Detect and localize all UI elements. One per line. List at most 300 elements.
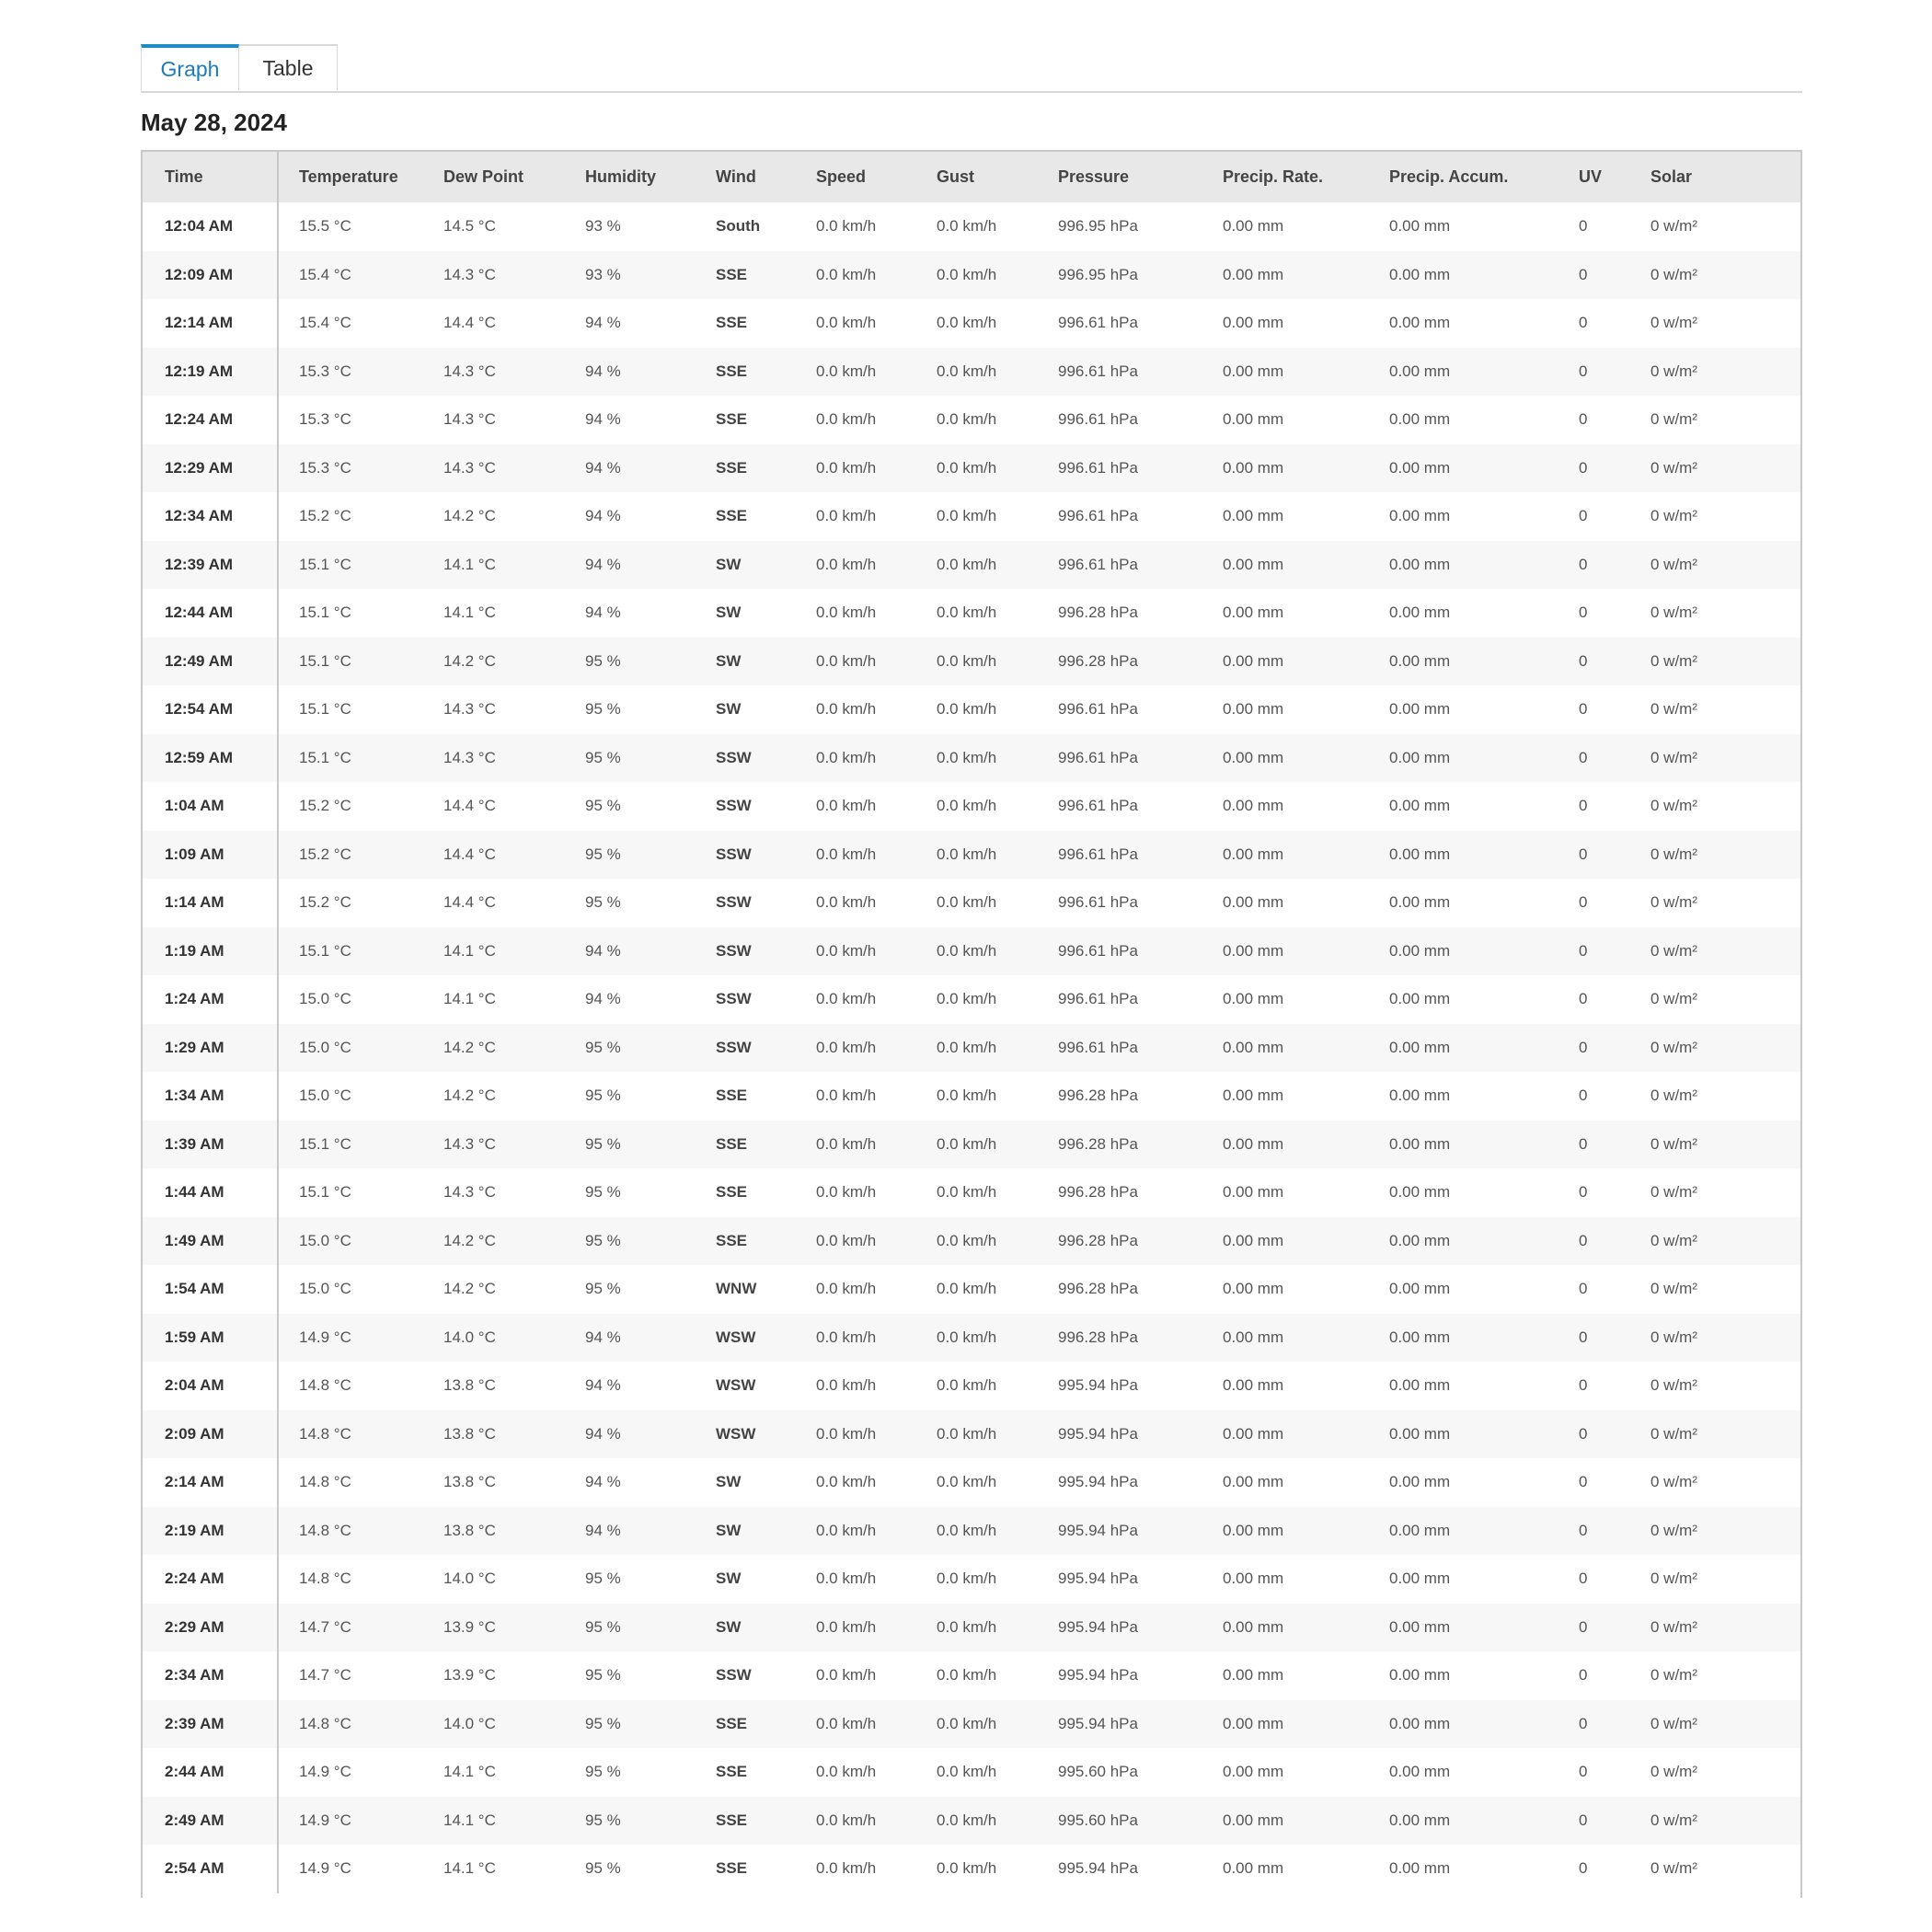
temperature-cell: 15.3 °C — [299, 410, 351, 429]
precip-rate-cell: 0.00 mm — [1223, 1087, 1284, 1105]
temperature-cell: 14.8 °C — [299, 1570, 351, 1588]
humidity-cell: 93 % — [585, 217, 621, 236]
wind-cell: SSE — [716, 1231, 748, 1249]
gust-cell: 0.0 km/h — [937, 1087, 997, 1105]
pressure-cell: 995.94 hPa — [1058, 1859, 1138, 1878]
temperature-cell: 15.3 °C — [299, 458, 351, 477]
speed-cell: 0.0 km/h — [816, 265, 877, 283]
wind-cell: SSE — [716, 1859, 748, 1878]
humidity-cell: 95 % — [585, 1811, 621, 1829]
humidity-cell: 94 % — [585, 507, 621, 525]
solar-cell: 0 w/m² — [1650, 1134, 1697, 1153]
humidity-cell: 95 % — [585, 1134, 621, 1153]
speed-cell: 0.0 km/h — [816, 941, 877, 960]
gust-cell: 0.0 km/h — [937, 700, 997, 719]
pressure-cell: 996.61 hPa — [1058, 845, 1138, 863]
solar-cell: 0 w/m² — [1650, 1231, 1697, 1249]
uv-cell: 0 — [1579, 797, 1588, 815]
uv-cell: 0 — [1579, 651, 1588, 670]
solar-cell: 0 w/m² — [1650, 1280, 1697, 1298]
temperature-cell: 15.2 °C — [299, 797, 351, 815]
gust-cell: 0.0 km/h — [937, 265, 997, 283]
precip-accum-cell: 0.00 mm — [1389, 1811, 1451, 1829]
gust-cell: 0.0 km/h — [937, 1763, 997, 1781]
time-cell: 2:39 AM — [143, 1700, 278, 1749]
precip-rate-cell: 0.00 mm — [1223, 700, 1284, 719]
gust-cell: 0.0 km/h — [937, 748, 997, 766]
time-cell: 2:14 AM — [143, 1458, 278, 1507]
table-row — [143, 1651, 1802, 1700]
precip-rate-cell: 0.00 mm — [1223, 1038, 1284, 1056]
table-row — [143, 1410, 1802, 1459]
gust-cell: 0.0 km/h — [937, 1521, 997, 1539]
pressure-cell: 995.60 hPa — [1058, 1763, 1138, 1781]
column-header-solar: Solar — [1650, 167, 1693, 186]
precip-accum-cell: 0.00 mm — [1389, 1231, 1451, 1249]
wind-cell: SSW — [716, 845, 752, 863]
speed-cell: 0.0 km/h — [816, 217, 877, 236]
table-row — [143, 782, 1802, 831]
dew-point-cell: 14.3 °C — [443, 748, 496, 766]
table-row — [143, 831, 1802, 880]
table-row — [143, 1024, 1802, 1073]
wind-cell: SW — [716, 1521, 742, 1539]
gust-cell: 0.0 km/h — [937, 507, 997, 525]
dew-point-cell: 14.3 °C — [443, 458, 496, 477]
speed-cell: 0.0 km/h — [816, 362, 877, 380]
observations-table — [143, 152, 1802, 1893]
time-cell: 1:24 AM — [143, 975, 278, 1024]
solar-cell: 0 w/m² — [1650, 1424, 1697, 1443]
humidity-cell: 95 % — [585, 748, 621, 766]
solar-cell: 0 w/m² — [1650, 1859, 1697, 1878]
humidity-cell: 95 % — [585, 1087, 621, 1105]
humidity-cell: 95 % — [585, 1280, 621, 1298]
humidity-cell: 95 % — [585, 1570, 621, 1588]
solar-cell: 0 w/m² — [1650, 1038, 1697, 1056]
time-cell: 2:29 AM — [143, 1604, 278, 1652]
tab-graph[interactable]: Graph — [141, 44, 239, 90]
solar-cell: 0 w/m² — [1650, 314, 1697, 332]
time-cell: 12:24 AM — [143, 396, 278, 444]
speed-cell: 0.0 km/h — [816, 990, 877, 1008]
table-row — [143, 1507, 1802, 1556]
time-cell: 12:34 AM — [143, 492, 278, 541]
speed-cell: 0.0 km/h — [816, 893, 877, 912]
precip-accum-cell: 0.00 mm — [1389, 1666, 1451, 1685]
wind-cell: SSE — [716, 1183, 748, 1202]
uv-cell: 0 — [1579, 1617, 1588, 1636]
speed-cell: 0.0 km/h — [816, 1183, 877, 1202]
time-cell: 2:44 AM — [143, 1748, 278, 1797]
speed-cell: 0.0 km/h — [816, 458, 877, 477]
dew-point-cell: 14.2 °C — [443, 1280, 496, 1298]
column-header-time: Time — [143, 152, 278, 202]
uv-cell: 0 — [1579, 1328, 1588, 1346]
gust-cell: 0.0 km/h — [937, 1859, 997, 1878]
uv-cell: 0 — [1579, 893, 1588, 912]
precip-accum-cell: 0.00 mm — [1389, 1328, 1451, 1346]
solar-cell: 0 w/m² — [1650, 1521, 1697, 1539]
solar-cell: 0 w/m² — [1650, 362, 1697, 380]
speed-cell: 0.0 km/h — [816, 410, 877, 429]
temperature-cell: 15.4 °C — [299, 314, 351, 332]
dew-point-cell: 14.4 °C — [443, 893, 496, 912]
precip-accum-cell: 0.00 mm — [1389, 748, 1451, 766]
gust-cell: 0.0 km/h — [937, 797, 997, 815]
precip-rate-cell: 0.00 mm — [1223, 1617, 1284, 1636]
precip-rate-cell: 0.00 mm — [1223, 845, 1284, 863]
pressure-cell: 996.61 hPa — [1058, 410, 1138, 429]
column-header-precip-accum: Precip. Accum. — [1389, 167, 1509, 186]
temperature-cell: 15.1 °C — [299, 700, 351, 719]
solar-cell: 0 w/m² — [1650, 893, 1697, 912]
table-row — [143, 1121, 1802, 1169]
time-cell: 1:14 AM — [143, 879, 278, 927]
humidity-cell: 94 % — [585, 410, 621, 429]
temperature-cell: 14.8 °C — [299, 1473, 351, 1491]
uv-cell: 0 — [1579, 1038, 1588, 1056]
pressure-cell: 996.28 hPa — [1058, 1087, 1138, 1105]
precip-accum-cell: 0.00 mm — [1389, 1038, 1451, 1056]
precip-rate-cell: 0.00 mm — [1223, 1280, 1284, 1298]
pressure-cell: 996.61 hPa — [1058, 893, 1138, 912]
uv-cell: 0 — [1579, 748, 1588, 766]
wind-cell: SW — [716, 555, 742, 573]
solar-cell: 0 w/m² — [1650, 1666, 1697, 1685]
dew-point-cell: 14.1 °C — [443, 941, 496, 960]
wind-cell: SSE — [716, 1714, 748, 1732]
pressure-cell: 995.60 hPa — [1058, 1811, 1138, 1829]
pressure-cell: 996.61 hPa — [1058, 458, 1138, 477]
solar-cell: 0 w/m² — [1650, 1617, 1697, 1636]
speed-cell: 0.0 km/h — [816, 1280, 877, 1298]
humidity-cell: 94 % — [585, 458, 621, 477]
solar-cell: 0 w/m² — [1650, 1328, 1697, 1346]
humidity-cell: 94 % — [585, 1473, 621, 1491]
temperature-cell: 14.8 °C — [299, 1714, 351, 1732]
solar-cell: 0 w/m² — [1650, 651, 1697, 670]
date-heading: May 28, 2024 — [141, 109, 288, 136]
table-row — [143, 1700, 1802, 1749]
temperature-cell: 15.0 °C — [299, 1087, 351, 1105]
gust-cell: 0.0 km/h — [937, 604, 997, 622]
wind-cell: SSW — [716, 941, 752, 960]
uv-cell: 0 — [1579, 990, 1588, 1008]
time-cell: 2:49 AM — [143, 1797, 278, 1846]
dew-point-cell: 14.3 °C — [443, 265, 496, 283]
wind-cell: SW — [716, 651, 742, 670]
uv-cell: 0 — [1579, 700, 1588, 719]
precip-accum-cell: 0.00 mm — [1389, 990, 1451, 1008]
dew-point-cell: 14.0 °C — [443, 1570, 496, 1588]
solar-cell: 0 w/m² — [1650, 845, 1697, 863]
gust-cell: 0.0 km/h — [937, 458, 997, 477]
temperature-cell: 15.1 °C — [299, 555, 351, 573]
wind-cell: SSW — [716, 748, 752, 766]
time-cell: 12:29 AM — [143, 444, 278, 493]
wind-cell: WNW — [716, 1280, 757, 1298]
table-row — [143, 444, 1802, 493]
gust-cell: 0.0 km/h — [937, 217, 997, 236]
precip-rate-cell: 0.00 mm — [1223, 1859, 1284, 1878]
uv-cell: 0 — [1579, 1859, 1588, 1878]
speed-cell: 0.0 km/h — [816, 651, 877, 670]
speed-cell: 0.0 km/h — [816, 1859, 877, 1878]
pressure-cell: 995.94 hPa — [1058, 1666, 1138, 1685]
dew-point-cell: 14.2 °C — [443, 1038, 496, 1056]
time-cell: 12:09 AM — [143, 251, 278, 300]
solar-cell: 0 w/m² — [1650, 604, 1697, 622]
time-cell: 2:09 AM — [143, 1410, 278, 1459]
uv-cell: 0 — [1579, 1280, 1588, 1298]
precip-rate-cell: 0.00 mm — [1223, 941, 1284, 960]
precip-accum-cell: 0.00 mm — [1389, 797, 1451, 815]
speed-cell: 0.0 km/h — [816, 1231, 877, 1249]
gust-cell: 0.0 km/h — [937, 845, 997, 863]
humidity-cell: 95 % — [585, 1859, 621, 1878]
pressure-cell: 996.28 hPa — [1058, 604, 1138, 622]
humidity-cell: 94 % — [585, 604, 621, 622]
humidity-cell: 95 % — [585, 1038, 621, 1056]
temperature-cell: 15.5 °C — [299, 217, 351, 236]
solar-cell: 0 w/m² — [1650, 748, 1697, 766]
pressure-cell: 996.61 hPa — [1058, 748, 1138, 766]
pressure-cell: 996.28 hPa — [1058, 1183, 1138, 1202]
temperature-cell: 15.0 °C — [299, 1280, 351, 1298]
precip-rate-cell: 0.00 mm — [1223, 990, 1284, 1008]
humidity-cell: 94 % — [585, 1424, 621, 1443]
column-header-precip-rate: Precip. Rate. — [1223, 167, 1324, 186]
pressure-cell: 996.61 hPa — [1058, 314, 1138, 332]
table-row — [143, 1217, 1802, 1266]
table-row — [143, 1072, 1802, 1121]
precip-rate-cell: 0.00 mm — [1223, 1570, 1284, 1588]
uv-cell: 0 — [1579, 265, 1588, 283]
time-cell: 12:14 AM — [143, 299, 278, 348]
uv-cell: 0 — [1579, 217, 1588, 236]
column-header-uv: UV — [1579, 167, 1603, 186]
wind-cell: WSW — [716, 1328, 756, 1346]
solar-cell: 0 w/m² — [1650, 797, 1697, 815]
wind-cell: SSE — [716, 265, 748, 283]
humidity-cell: 94 % — [585, 990, 621, 1008]
precip-accum-cell: 0.00 mm — [1389, 458, 1451, 477]
time-cell: 12:54 AM — [143, 685, 278, 734]
precip-rate-cell: 0.00 mm — [1223, 507, 1284, 525]
speed-cell: 0.0 km/h — [816, 700, 877, 719]
wind-cell: SSW — [716, 1038, 752, 1056]
column-header-gust: Gust — [937, 167, 975, 186]
precip-rate-cell: 0.00 mm — [1223, 458, 1284, 477]
precip-rate-cell: 0.00 mm — [1223, 217, 1284, 236]
uv-cell: 0 — [1579, 1473, 1588, 1491]
solar-cell: 0 w/m² — [1650, 700, 1697, 719]
table-row — [143, 1362, 1802, 1410]
precip-accum-cell: 0.00 mm — [1389, 1570, 1451, 1588]
wind-cell: SW — [716, 700, 742, 719]
precip-rate-cell: 0.00 mm — [1223, 1183, 1284, 1202]
precip-accum-cell: 0.00 mm — [1389, 1376, 1451, 1395]
speed-cell: 0.0 km/h — [816, 555, 877, 573]
dew-point-cell: 14.1 °C — [443, 1811, 496, 1829]
gust-cell: 0.0 km/h — [937, 1424, 997, 1443]
gust-cell: 0.0 km/h — [937, 1134, 997, 1153]
time-cell: 12:49 AM — [143, 638, 278, 686]
precip-accum-cell: 0.00 mm — [1389, 362, 1451, 380]
gust-cell: 0.0 km/h — [937, 651, 997, 670]
solar-cell: 0 w/m² — [1650, 1376, 1697, 1395]
dew-point-cell: 13.8 °C — [443, 1376, 496, 1395]
humidity-cell: 95 % — [585, 1714, 621, 1732]
pressure-cell: 996.61 hPa — [1058, 507, 1138, 525]
temperature-cell: 14.9 °C — [299, 1859, 351, 1878]
precip-accum-cell: 0.00 mm — [1389, 217, 1451, 236]
precip-accum-cell: 0.00 mm — [1389, 1280, 1451, 1298]
uv-cell: 0 — [1579, 1666, 1588, 1685]
time-cell: 1:19 AM — [143, 927, 278, 976]
time-cell: 1:49 AM — [143, 1217, 278, 1266]
uv-cell: 0 — [1579, 458, 1588, 477]
time-cell: 2:19 AM — [143, 1507, 278, 1556]
wind-cell: SW — [716, 1570, 742, 1588]
dew-point-cell: 14.3 °C — [443, 700, 496, 719]
pressure-cell: 995.94 hPa — [1058, 1376, 1138, 1395]
wind-cell: SSE — [716, 1811, 748, 1829]
uv-cell: 0 — [1579, 1521, 1588, 1539]
temperature-cell: 15.1 °C — [299, 748, 351, 766]
humidity-cell: 94 % — [585, 941, 621, 960]
precip-accum-cell: 0.00 mm — [1389, 604, 1451, 622]
table-row — [143, 492, 1802, 541]
temperature-cell: 15.0 °C — [299, 1038, 351, 1056]
table-body — [143, 202, 1802, 1893]
uv-cell: 0 — [1579, 314, 1588, 332]
uv-cell: 0 — [1579, 604, 1588, 622]
humidity-cell: 95 % — [585, 651, 621, 670]
dew-point-cell: 14.4 °C — [443, 845, 496, 863]
column-header-pressure: Pressure — [1058, 167, 1130, 186]
pressure-cell: 995.94 hPa — [1058, 1570, 1138, 1588]
table-row — [143, 1458, 1802, 1507]
pressure-cell: 996.28 hPa — [1058, 1280, 1138, 1298]
precip-accum-cell: 0.00 mm — [1389, 1134, 1451, 1153]
view-tab-bar — [141, 44, 1802, 93]
speed-cell: 0.0 km/h — [816, 1763, 877, 1781]
solar-cell: 0 w/m² — [1650, 265, 1697, 283]
observations-table-container — [141, 150, 1802, 1898]
precip-accum-cell: 0.00 mm — [1389, 410, 1451, 429]
dew-point-cell: 14.5 °C — [443, 217, 496, 236]
precip-rate-cell: 0.00 mm — [1223, 314, 1284, 332]
temperature-cell: 15.1 °C — [299, 1134, 351, 1153]
precip-accum-cell: 0.00 mm — [1389, 1617, 1451, 1636]
wind-cell: SSW — [716, 1666, 752, 1685]
time-cell: 1:59 AM — [143, 1314, 278, 1363]
table-row — [143, 975, 1802, 1024]
solar-cell: 0 w/m² — [1650, 1087, 1697, 1105]
speed-cell: 0.0 km/h — [816, 1424, 877, 1443]
column-header-humidity: Humidity — [585, 167, 657, 186]
uv-cell: 0 — [1579, 507, 1588, 525]
wind-cell: WSW — [716, 1424, 756, 1443]
precip-rate-cell: 0.00 mm — [1223, 1376, 1284, 1395]
speed-cell: 0.0 km/h — [816, 1473, 877, 1491]
uv-cell: 0 — [1579, 1376, 1588, 1395]
humidity-cell: 95 % — [585, 1763, 621, 1781]
gust-cell: 0.0 km/h — [937, 1231, 997, 1249]
speed-cell: 0.0 km/h — [816, 1714, 877, 1732]
speed-cell: 0.0 km/h — [816, 1811, 877, 1829]
uv-cell: 0 — [1579, 1087, 1588, 1105]
tab-table[interactable]: Table — [239, 44, 338, 90]
time-cell: 1:39 AM — [143, 1121, 278, 1169]
humidity-cell: 95 % — [585, 700, 621, 719]
precip-accum-cell: 0.00 mm — [1389, 314, 1451, 332]
speed-cell: 0.0 km/h — [816, 1376, 877, 1395]
speed-cell: 0.0 km/h — [816, 1328, 877, 1346]
dew-point-cell: 14.4 °C — [443, 797, 496, 815]
uv-cell: 0 — [1579, 410, 1588, 429]
precip-rate-cell: 0.00 mm — [1223, 651, 1284, 670]
wind-cell: SSW — [716, 797, 752, 815]
temperature-cell: 14.8 °C — [299, 1424, 351, 1443]
gust-cell: 0.0 km/h — [937, 1666, 997, 1685]
speed-cell: 0.0 km/h — [816, 1038, 877, 1056]
table-row — [143, 1555, 1802, 1604]
humidity-cell: 95 % — [585, 797, 621, 815]
gust-cell: 0.0 km/h — [937, 1328, 997, 1346]
speed-cell: 0.0 km/h — [816, 748, 877, 766]
column-header-dew-point: Dew Point — [443, 167, 524, 186]
pressure-cell: 996.95 hPa — [1058, 217, 1138, 236]
temperature-cell: 15.1 °C — [299, 941, 351, 960]
pressure-cell: 995.94 hPa — [1058, 1473, 1138, 1491]
time-cell: 1:09 AM — [143, 831, 278, 880]
speed-cell: 0.0 km/h — [816, 1087, 877, 1105]
temperature-cell: 14.7 °C — [299, 1666, 351, 1685]
precip-rate-cell: 0.00 mm — [1223, 265, 1284, 283]
precip-accum-cell: 0.00 mm — [1389, 893, 1451, 912]
gust-cell: 0.0 km/h — [937, 1473, 997, 1491]
humidity-cell: 93 % — [585, 265, 621, 283]
solar-cell: 0 w/m² — [1650, 941, 1697, 960]
wind-cell: SSW — [716, 990, 752, 1008]
solar-cell: 0 w/m² — [1650, 1570, 1697, 1588]
humidity-cell: 95 % — [585, 1666, 621, 1685]
dew-point-cell: 14.1 °C — [443, 604, 496, 622]
pressure-cell: 996.61 hPa — [1058, 797, 1138, 815]
precip-accum-cell: 0.00 mm — [1389, 265, 1451, 283]
humidity-cell: 94 % — [585, 362, 621, 380]
precip-accum-cell: 0.00 mm — [1389, 1424, 1451, 1443]
precip-rate-cell: 0.00 mm — [1223, 1473, 1284, 1491]
table-row — [143, 879, 1802, 927]
precip-rate-cell: 0.00 mm — [1223, 748, 1284, 766]
speed-cell: 0.0 km/h — [816, 1134, 877, 1153]
humidity-cell: 95 % — [585, 845, 621, 863]
dew-point-cell: 14.1 °C — [443, 990, 496, 1008]
pressure-cell: 996.61 hPa — [1058, 362, 1138, 380]
table-row — [143, 202, 1802, 251]
precip-accum-cell: 0.00 mm — [1389, 1473, 1451, 1491]
humidity-cell: 95 % — [585, 1231, 621, 1249]
dew-point-cell: 14.3 °C — [443, 410, 496, 429]
gust-cell: 0.0 km/h — [937, 362, 997, 380]
wind-cell: SSE — [716, 410, 748, 429]
gust-cell: 0.0 km/h — [937, 1811, 997, 1829]
gust-cell: 0.0 km/h — [937, 1617, 997, 1636]
